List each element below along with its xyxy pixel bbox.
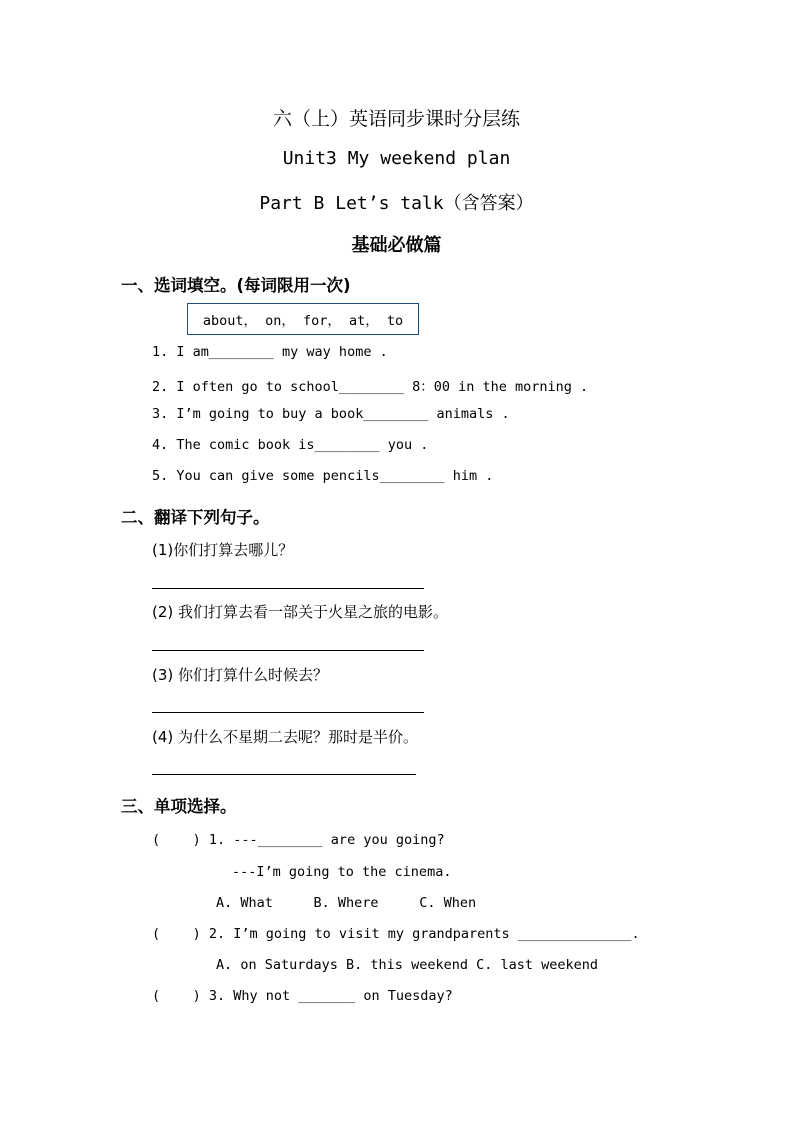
part-title: Part B Let’s talk（含答案）	[259, 193, 534, 214]
level-title: 基础必做篇	[351, 235, 442, 256]
section1-heading: 一、选词填空。(每词限用一次)	[121, 276, 351, 295]
section2-item-2: (2) 我们打算去看一部关于火星之旅的电影。	[152, 603, 449, 621]
question-2-stem: ( ) 2. I’m going to visit my grandparents ______________.	[152, 926, 640, 942]
word-bank: about， on， for， at， to	[187, 303, 419, 335]
question-1-stem: ( ) 1. ---________ are you going?	[152, 832, 445, 848]
unit-title: Unit3 My weekend plan	[282, 148, 511, 169]
answer-line-2	[152, 650, 424, 651]
question-2-options: A. on Saturdays B. this weekend C. last weekend	[216, 957, 599, 973]
section1-item-4: 4. The comic book is________ you .	[152, 437, 429, 453]
answer-line-3	[152, 712, 424, 713]
section3-heading: 三、单项选择。	[121, 797, 237, 816]
question-1-options: A. What B. Where C. When	[216, 895, 477, 911]
section2-item-1: (1)你们打算去哪儿？	[152, 541, 294, 559]
section2-heading: 二、翻译下列句子。	[121, 508, 270, 527]
section1-item-1: 1. I am________ my way home .	[152, 344, 388, 360]
document-title: 六（上）英语同步课时分层练	[272, 108, 520, 130]
section1-item-2: 2. I often go to school________ 8：00 in the morning .	[152, 379, 589, 395]
section2-item-3: (3) 你们打算什么时候去？	[152, 666, 329, 684]
answer-line-4	[152, 774, 416, 775]
answer-line-1	[152, 588, 424, 589]
question-1-reply: ---I’m going to the cinema.	[232, 864, 452, 880]
question-3-stem: ( ) 3. Why not _______ on Tuesday?	[152, 988, 453, 1004]
section2-item-4: (4) 为什么不星期二去呢？那时是半价。	[152, 728, 419, 746]
section1-item-5: 5. You can give some pencils________ him .	[152, 468, 494, 484]
section1-item-3: 3. I’m going to buy a book________ animals .	[152, 406, 510, 422]
